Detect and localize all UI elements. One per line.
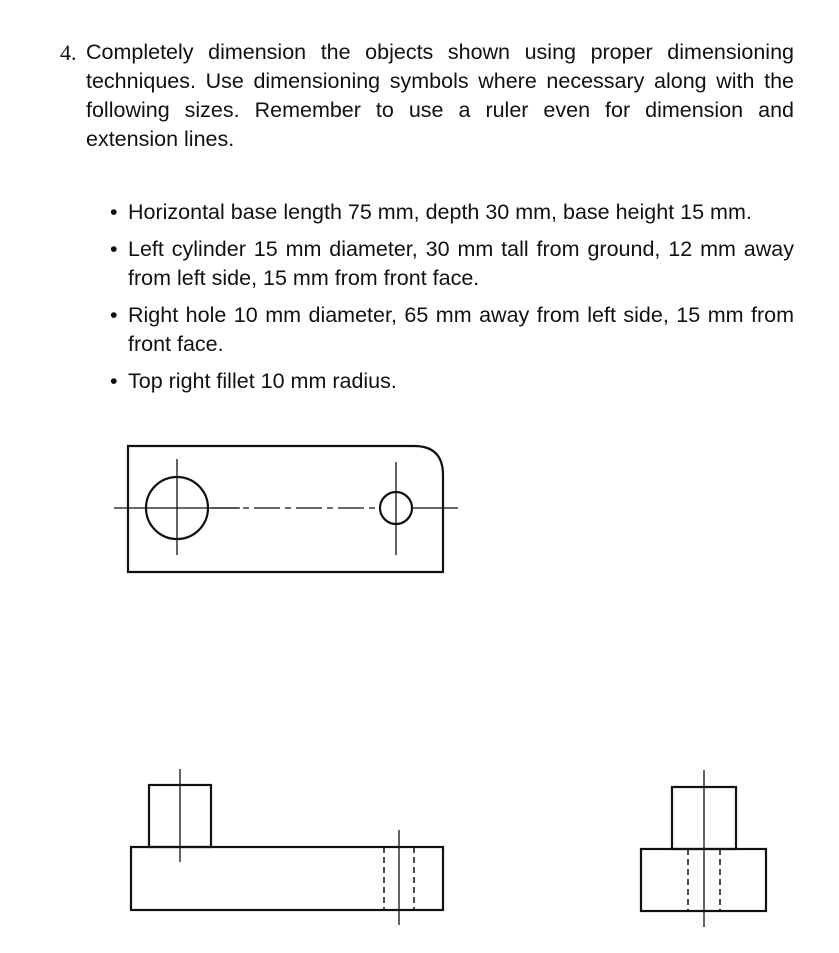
problem-text: Completely dimension the objects shown using proper dimensioning techniques. Use dimensioning symbols where necessary along with the following sizes. Remember to use a ruler even for dimension and extension lines. <box>86 40 794 151</box>
bullet-icon: • <box>110 200 118 224</box>
spec-text: Top right fillet 10 mm radius. <box>128 369 397 393</box>
right-side-view <box>641 770 766 927</box>
top-view <box>114 446 458 572</box>
bullet-icon: • <box>110 369 118 393</box>
spec-text: Left cylinder 15 mm diameter, 30 mm tall from ground, 12 mm away from left side, 15 mm from front face. <box>128 237 794 290</box>
bullet-icon: • <box>110 303 118 327</box>
spec-text: Right hole 10 mm diameter, 65 mm away from left side, 15 mm from front face. <box>128 303 794 356</box>
front-base <box>131 847 443 910</box>
problem-number: 4. <box>60 40 77 65</box>
bullet-icon: • <box>110 237 118 261</box>
spec-text: Horizontal base length 75 mm, depth 30 mm, base height 15 mm. <box>128 200 752 224</box>
front-view <box>131 769 443 925</box>
